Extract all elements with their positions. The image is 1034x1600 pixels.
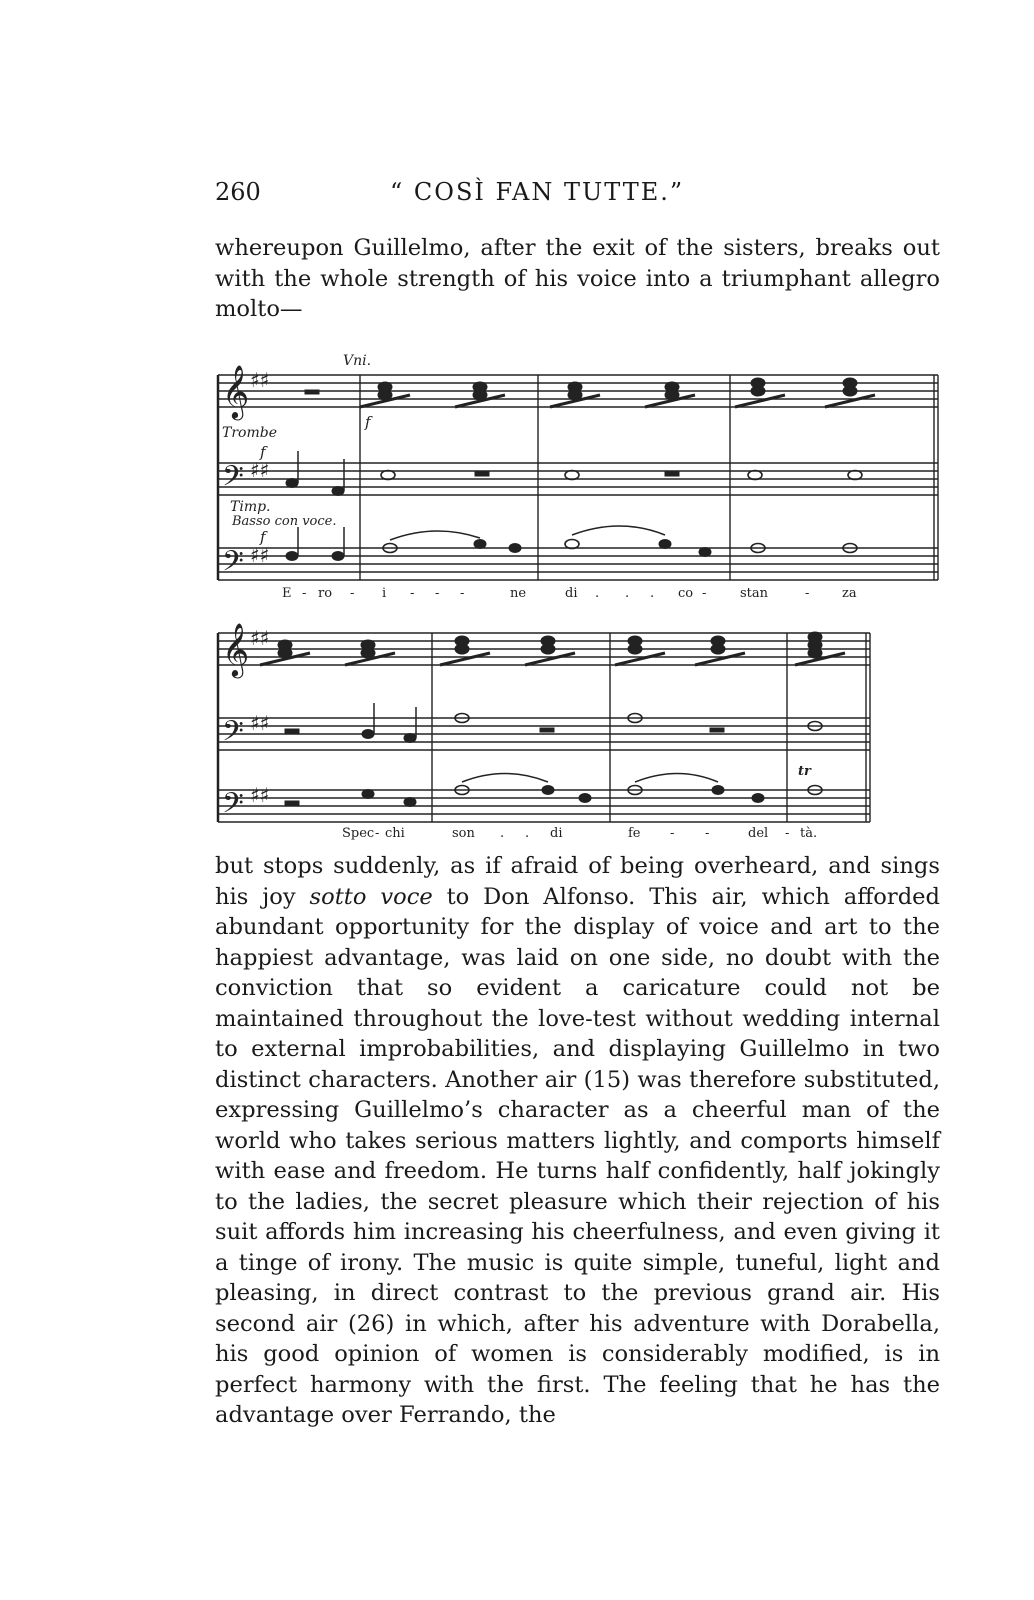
svg-text:𝄢: 𝄢 — [222, 545, 244, 585]
svg-text:♯♯: ♯♯ — [250, 458, 270, 482]
lyric: di — [550, 826, 563, 841]
lyric: tà. — [800, 826, 818, 841]
label-bass-voice: Basso con voce. — [232, 514, 337, 529]
svg-text:♯♯: ♯♯ — [250, 626, 270, 650]
lyric: - — [375, 826, 380, 841]
lyric: ne — [510, 586, 527, 601]
lyric: - — [705, 826, 710, 841]
score-svg — [210, 335, 945, 845]
lyrics-system-2 — [342, 826, 817, 841]
lyric: son — [452, 826, 475, 841]
lyric: ro — [318, 586, 333, 601]
score-text — [222, 353, 812, 779]
lyrics-system-1 — [282, 586, 857, 601]
intro-paragraph: whereupon Guillelmo, after the exit of the sisters, breaks out with the whole strength of his voice into a triumphant allegro molto— — [215, 235, 940, 322]
dynamic-trumpets: f — [260, 443, 266, 461]
svg-text:𝄞: 𝄞 — [222, 622, 250, 676]
lyric: - — [785, 826, 790, 841]
lyric: . — [525, 826, 530, 841]
page-number: 260 — [215, 178, 261, 206]
svg-text:♯♯: ♯♯ — [250, 783, 270, 807]
svg-text:♯♯: ♯♯ — [250, 711, 270, 735]
staff-trumpets — [218, 463, 938, 495]
lyric: co — [678, 586, 694, 601]
lyric: - — [805, 586, 810, 601]
lyric: del — [748, 826, 769, 841]
lyric: i — [382, 586, 387, 601]
staff-bass-1 — [218, 548, 938, 580]
page-header — [215, 178, 940, 212]
dynamic-bass: f — [260, 528, 266, 546]
lyric: stan — [740, 586, 769, 601]
lyric: . — [595, 586, 600, 601]
label-violins: Vni. — [343, 353, 372, 369]
svg-text:𝄢: 𝄢 — [222, 715, 244, 755]
running-title: “ COSÌ FAN TUTTE.” — [390, 178, 685, 206]
lyric: di — [565, 586, 578, 601]
trill-mark: tr — [798, 764, 811, 779]
body-text-start: but stops suddenly, as if afraid of being overheard, and sings his joy — [215, 853, 940, 910]
lyric: - — [302, 586, 307, 601]
lyric: . — [650, 586, 655, 601]
lyric: Spec — [342, 826, 375, 841]
svg-text:♯♯: ♯♯ — [250, 543, 270, 567]
lyric: chi — [385, 826, 405, 841]
label-trumpets: Trombe — [222, 425, 277, 441]
lyric: - — [435, 586, 440, 601]
svg-text:𝄢: 𝄢 — [222, 460, 244, 500]
body-text-rest: to Don Alfonso. This air, which afforded abundant opportunity for the display of voice and art to the happiest advantage, was laid on one side, no doubt with the conviction that so evident a caricature could not be maintained throughout the love-test without wedding internal to external improbabilities, and displaying Guillelmo in two distinct characters. Another air (15) was therefore substituted, expressing Guillelmo’s character as a cheerful man of the world who takes serious matters lightly, and comports himself with ease and freedom. He turns half confidently, half jokingly to the ladies, the secret pleasure which their rejection of his suit affords him increasing his cheerfulness, and even giving it a tinge of irony. The music is quite simple, tuneful, light and pleasing, in direct contrast to the previous grand air. His second air (26) in which, after his adventure with Dorabella, his good opinion of women is considerably modified, is in perfect harmony with the first. The feeling that he has the advantage over Ferrando, the — [215, 883, 941, 1428]
lyric: E — [282, 586, 292, 601]
lyric: . — [500, 826, 505, 841]
staff-trumpets-2 — [218, 718, 870, 750]
svg-text:𝄞: 𝄞 — [222, 364, 250, 418]
lyric: za — [842, 586, 857, 601]
lyric: - — [350, 586, 355, 601]
lyric: - — [410, 586, 415, 601]
music-score — [210, 335, 945, 845]
svg-text:♯♯: ♯♯ — [250, 368, 270, 392]
lyric: - — [460, 586, 465, 601]
dynamic-violins: f — [365, 413, 371, 431]
body-paragraph — [215, 851, 940, 1431]
svg-text:𝄢: 𝄢 — [222, 787, 244, 827]
label-timpani: Timp. — [230, 499, 271, 515]
lyric: fe — [628, 826, 641, 841]
staff-bass-2 — [218, 790, 870, 822]
body-italic-phrase: sotto voce — [309, 883, 433, 910]
lyric: - — [702, 586, 707, 601]
lyric: . — [625, 586, 630, 601]
lyric: - — [670, 826, 675, 841]
